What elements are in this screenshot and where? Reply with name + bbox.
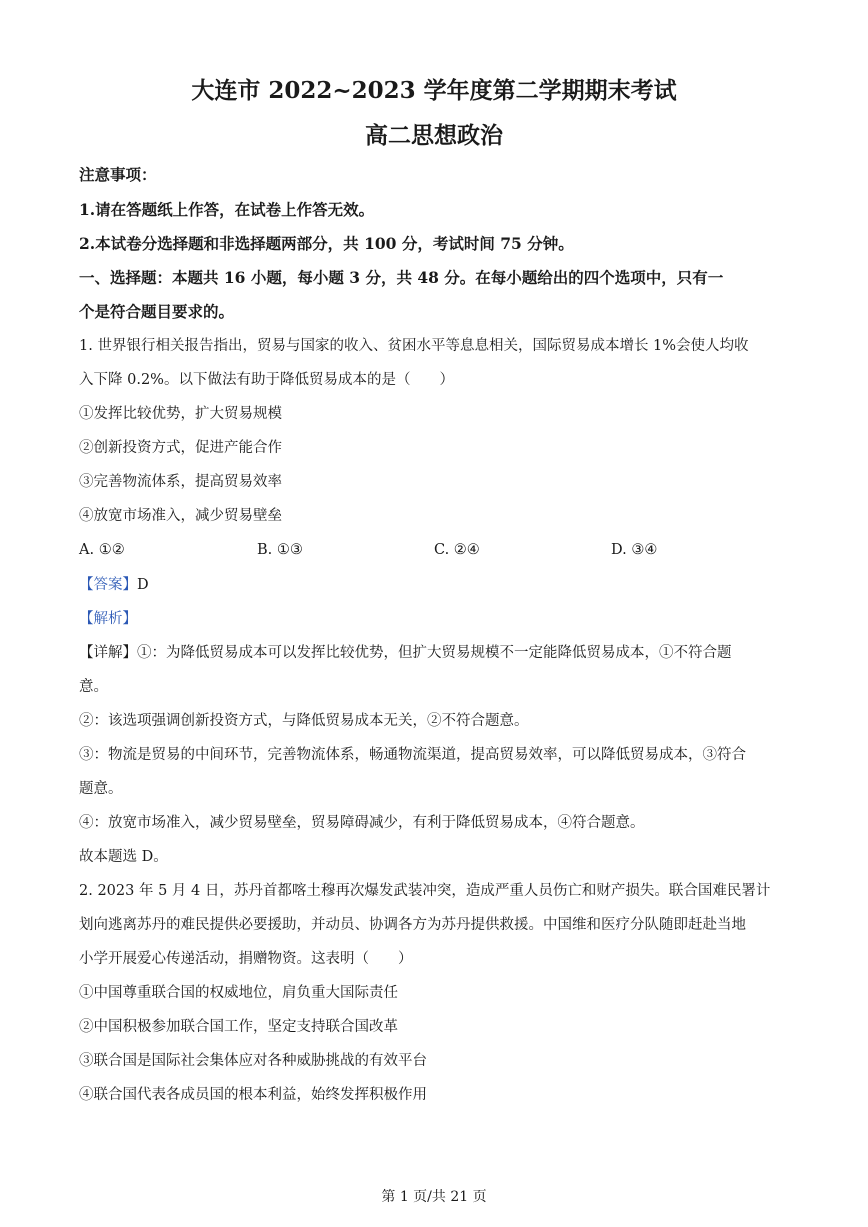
q1-detail-4: ④：放宽市场准入，减少贸易壁垒，贸易障碍减少，有利于降低贸易成本，④符合题意。: [79, 815, 645, 831]
analysis-label: 【解析】: [79, 611, 137, 627]
q2-statement-1: ①中国尊重联合国的权威地位，肩负重大国际责任: [79, 985, 398, 1001]
q2-stem-line-1: 2. 2023 年 5 月 4 日，苏丹首都喀土穆再次爆发武装冲突，造成严重人员伤亡和财产损失。联合国难民署计: [79, 883, 771, 899]
answer-value: D: [137, 577, 149, 593]
q1-option-a: A. ①②: [79, 542, 125, 558]
section-heading-line-2: 个是符合题目要求的。: [79, 302, 235, 321]
q1-statement-1: ①发挥比较优势，扩大贸易规模: [79, 406, 282, 422]
q2-statement-3: ③联合国是国际社会集体应对各种威胁挑战的有效平台: [79, 1053, 427, 1069]
q2-stem-line-2: 划向逃离苏丹的难民提供必要援助，并动员、协调各方为苏丹提供救援。中国维和医疗分队随即赶赴当地: [79, 917, 746, 933]
notice-item-2: 2.本试卷分选择题和非选择题两部分，共 100 分，考试时间 75 分钟。: [79, 234, 574, 253]
q1-options: [79, 538, 791, 562]
q1-conclusion: 故本题选 D。: [79, 849, 168, 865]
q1-option-b: B. ①③: [257, 542, 303, 558]
q1-detail-2: ②：该选项强调创新投资方式，与降低贸易成本无关，②不符合题意。: [79, 713, 529, 729]
notice-heading: 注意事项：: [79, 165, 157, 184]
q1-detail-3-cont: 题意。: [79, 781, 123, 797]
q2-statement-2: ②中国积极参加联合国工作，坚定支持联合国改革: [79, 1019, 398, 1035]
q1-option-d: D. ③④: [611, 542, 658, 558]
q1-detail-1: [79, 641, 791, 665]
q1-stem-line-1: 1. 世界银行相关报告指出，贸易与国家的收入、贫困水平等息息相关，国际贸易成本增长 1%会使人均收: [79, 338, 749, 354]
notice-item-1: 1.请在答题纸上作答，在试卷上作答无效。: [79, 200, 375, 219]
exam-subject: 高二思想政治: [365, 122, 503, 149]
q1-answer: [79, 573, 791, 597]
q1-detail-1-text: ①：为降低贸易成本可以发挥比较优势，但扩大贸易规模不一定能降低贸易成本，①不符合题: [137, 645, 732, 661]
answer-label: 【答案】: [79, 577, 137, 593]
q1-detail-3: ③：物流是贸易的中间环节，完善物流体系，畅通物流渠道，提高贸易效率，可以降低贸易成本，③符合: [79, 747, 746, 763]
q1-detail-1-cont: 意。: [79, 679, 108, 695]
detail-label: 【详解】: [79, 645, 137, 661]
section-heading-line-1: 一、选择题：本题共 16 小题，每小题 3 分，共 48 分。在每小题给出的四个选项中，只有一: [79, 268, 724, 287]
q1-statement-3: ③完善物流体系，提高贸易效率: [79, 474, 282, 490]
q2-stem-line-3: 小学开展爱心传递活动，捐赠物资。这表明（ ）: [79, 951, 413, 967]
exam-title: 大连市 2022~2023 学年度第二学期期末考试: [191, 77, 677, 104]
page-number: 第 1 页/共 21 页: [381, 1189, 487, 1205]
q1-statement-2: ②创新投资方式，促进产能合作: [79, 440, 282, 456]
q1-statement-4: ④放宽市场准入，减少贸易壁垒: [79, 508, 282, 524]
q1-stem-line-2: 入下降 0.2%。以下做法有助于降低贸易成本的是（ ）: [79, 372, 454, 388]
q2-statement-4: ④联合国代表各成员国的根本利益，始终发挥积极作用: [79, 1087, 427, 1103]
q1-option-c: C. ②④: [434, 542, 480, 558]
